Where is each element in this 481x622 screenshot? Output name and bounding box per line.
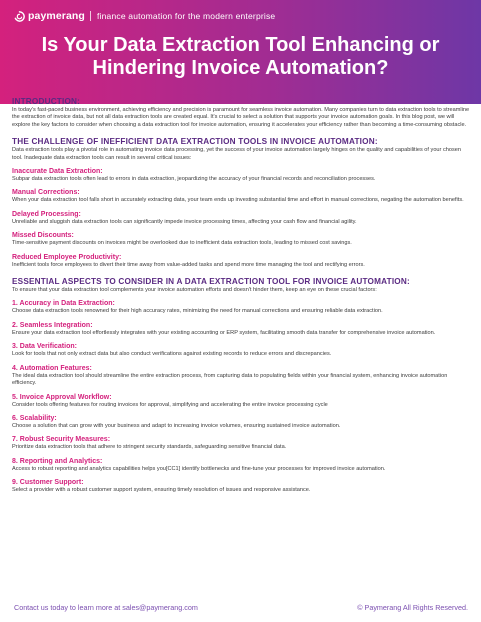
aspects-paragraph: To ensure that your data extraction tool complements your invoice automation efforts and doesn't hinder them, keep an eye on these crucial factors: (12, 287, 377, 294)
list-item (12, 210, 470, 226)
intro-heading: INTRODUCTION: (12, 97, 81, 106)
brand-name: paymerang (28, 10, 85, 22)
brand-header (14, 8, 275, 24)
challenge-heading: THE CHALLENGE OF INEFFICIENT DATA EXTRACTION TOOLS IN INVOICE AUTOMATION: (12, 137, 378, 147)
footer-contact-link[interactable]: Contact us today to learn more at sales@paymerang.com (14, 603, 198, 612)
list-item (12, 435, 470, 451)
intro-paragraph: In today's fast-paced business environment, achieving efficiency and precision is paramount for seamless invoice automation. Many companies turn to data extraction tools to streamline the extraction of invoice data, but not all data extraction tools are created equal. It's crucial to select a solution that supports your invoice automation goals. In this blog post, we will explore the key factors to consider when choosing a data extraction tool for invoice automation, ensuring it accelerates your efficiency rather than becoming a time-consuming obstacle. (12, 107, 470, 128)
paymerang-swirl-icon (14, 11, 25, 22)
challenge-paragraph: Data extraction tools play a pivotal role in automating invoice data processing, yet the success of your invoice automation largely hinges on the quality and capabilities of your chosen tool. Inadequate data extraction tools can result in several critical issues: (12, 147, 462, 161)
list-item (12, 414, 470, 430)
list-item (12, 478, 470, 494)
article-body (12, 97, 470, 495)
aspect-text: Ensure your data extraction tool effortlessly integrates with your existing accounting or ERP system, facilitating smooth data transfer for comprehensive invoice automation. (12, 329, 436, 336)
page-title: Is Your Data Extraction Tool Enhancing or Hindering Invoice Automation? (41, 34, 440, 79)
issue-title: Inaccurate Data Extraction: (12, 168, 103, 176)
aspect-text: Choose data extraction tools renowned for their high accuracy rates, minimizing the need for manual corrections and ensuring reliable data extraction. (12, 308, 383, 315)
issue-text: When your data extraction tool falls short in accurately extracting data, your team ends up investing substantial time and effort in manual corrections, negating the automation benefits. (12, 197, 464, 204)
aspect-text: Access to robust reporting and analytics capabilities helps you[CC1] identify bottlenecks and fine-tune your processes for improved invoice automation. (12, 465, 386, 472)
aspect-text: Look for tools that not only extract data but also conduct verifications against existing records to reduce errors and discrepancies. (12, 351, 332, 358)
list-item (12, 188, 470, 204)
aspect-title: 5. Invoice Approval Workflow: (12, 393, 112, 401)
issue-title: Delayed Processing: (12, 210, 81, 218)
aspects-heading: ESSENTIAL ASPECTS TO CONSIDER IN A DATA EXTRACTION TOOL FOR INVOICE AUTOMATION: (12, 277, 410, 287)
issue-title: Missed Discounts: (12, 232, 74, 240)
hero-banner (0, 0, 481, 104)
aspect-title: 1. Accuracy in Data Extraction: (12, 300, 115, 308)
aspect-title: 7. Robust Security Measures: (12, 436, 111, 444)
footer-copyright: © Paymerang All Rights Reserved. (357, 603, 468, 612)
issue-text: Inefficient tools force employees to divert their time away from value-added tasks and spend more time managing the tool and rectifying errors. (12, 261, 365, 268)
aspect-title: 3. Data Verification: (12, 343, 77, 351)
aspect-title: 4. Automation Features: (12, 364, 92, 372)
list-item (12, 321, 470, 337)
list-item (12, 364, 470, 388)
aspect-text: The ideal data extraction tool should streamline the entire extraction process, from capturing data to populating fields within your financial system, enhancing invoice automation efficiency. (12, 372, 448, 387)
list-item (12, 167, 470, 183)
aspect-text: Prioritize data extraction tools that adhere to stringent security standards, safeguarding sensitive financial data. (12, 444, 287, 451)
aspect-title: 9. Customer Support: (12, 479, 84, 487)
aspect-text: Select a provider with a robust customer support system, ensuring timely resolution of issues and responsive assistance. (12, 487, 311, 494)
aspect-text: Choose a solution that can grow with your business and adapt to increasing invoice volumes, ensuring sustained invoice automation. (12, 422, 341, 429)
brand-tagline: finance automation for the modern enterprise (96, 11, 276, 21)
list-item (12, 299, 470, 315)
list-item (12, 253, 470, 269)
aspect-title: 8. Reporting and Analytics: (12, 457, 103, 465)
aspect-text: Consider tools offering features for routing invoices for approval, simplifying and accelerating the entire invoice processing cycle (12, 401, 328, 408)
aspect-title: 2. Seamless Integration: (12, 321, 93, 329)
list-item (12, 231, 470, 247)
issue-title: Manual Corrections: (12, 189, 80, 197)
aspects-list (12, 299, 470, 494)
aspect-title: 6. Scalability: (12, 414, 57, 422)
brand-divider (90, 11, 91, 21)
issue-text: Time-sensitive payment discounts on invoices might be overlooked due to inefficient data extraction tools, leading to missed cost savings. (12, 240, 352, 247)
list-item (12, 457, 470, 473)
issue-title: Reduced Employee Productivity: (12, 253, 122, 261)
issue-text: Subpar data extraction tools often lead to errors in data extraction, jeopardizing the accuracy of your financial records and reconciliation processes. (12, 176, 376, 183)
list-item (12, 342, 470, 358)
challenge-issues-list (12, 167, 470, 269)
issue-text: Unreliable and sluggish data extraction tools can significantly impede invoice processing times, affecting your cash flow and financial agility. (12, 218, 357, 225)
list-item (12, 393, 470, 409)
page-footer (14, 603, 468, 615)
